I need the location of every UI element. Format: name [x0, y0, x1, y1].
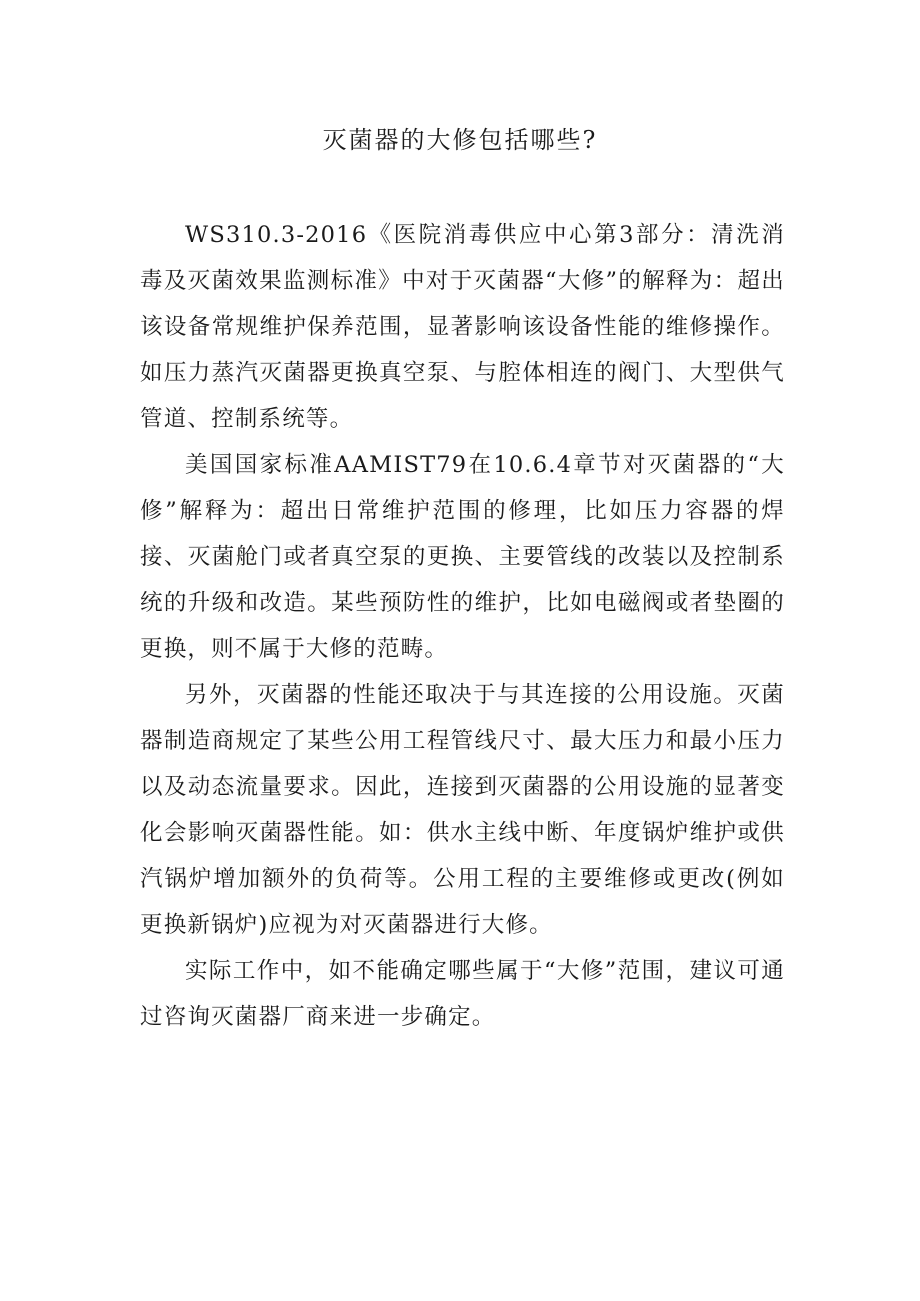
- paragraph-1: WS310.3-2016《医院消毒供应中心第3部分：清洗消毒及灭菌效果监测标准》中对于灭菌器“大修”的解释为：超出该设备常规维护保养范围，显著影响该设备性能的维修操作。如压力蒸汽灭菌器更换真空泵、与腔体相连的阀门、大型供气管道、控制系统等。: [140, 222, 785, 432]
- document-body: [140, 212, 785, 1040]
- document-title: 灭菌器的大修包括哪些?: [322, 126, 598, 154]
- paragraph-3: 另外，灭菌器的性能还取决于与其连接的公用设施。灭菌器制造商规定了某些公用工程管线尺寸、最大压力和最小压力以及动态流量要求。因此，连接到灭菌器的公用设施的显著变化会影响灭菌器性能。如：供水主线中断、年度锅炉维护或供汽锅炉增加额外的负荷等。公用工程的主要维修或更改(例如更换新锅炉)应视为对灭菌器进行大修。: [140, 682, 785, 938]
- paragraph-4: 实际工作中，如不能确定哪些属于“大修”范围，建议可通过咨询灭菌器厂商来进一步确定。: [140, 958, 785, 1030]
- paragraph-2: 美国国家标准AAMIST79在10.6.4章节对灭菌器的“大修”解释为：超出日常维护范围的修理，比如压力容器的焊接、灭菌舱门或者真空泵的更换、主要管线的改装以及控制系统的升级和改造。某些预防性的维护，比如电磁阀或者垫圈的更换，则不属于大修的范畴。: [140, 452, 785, 662]
